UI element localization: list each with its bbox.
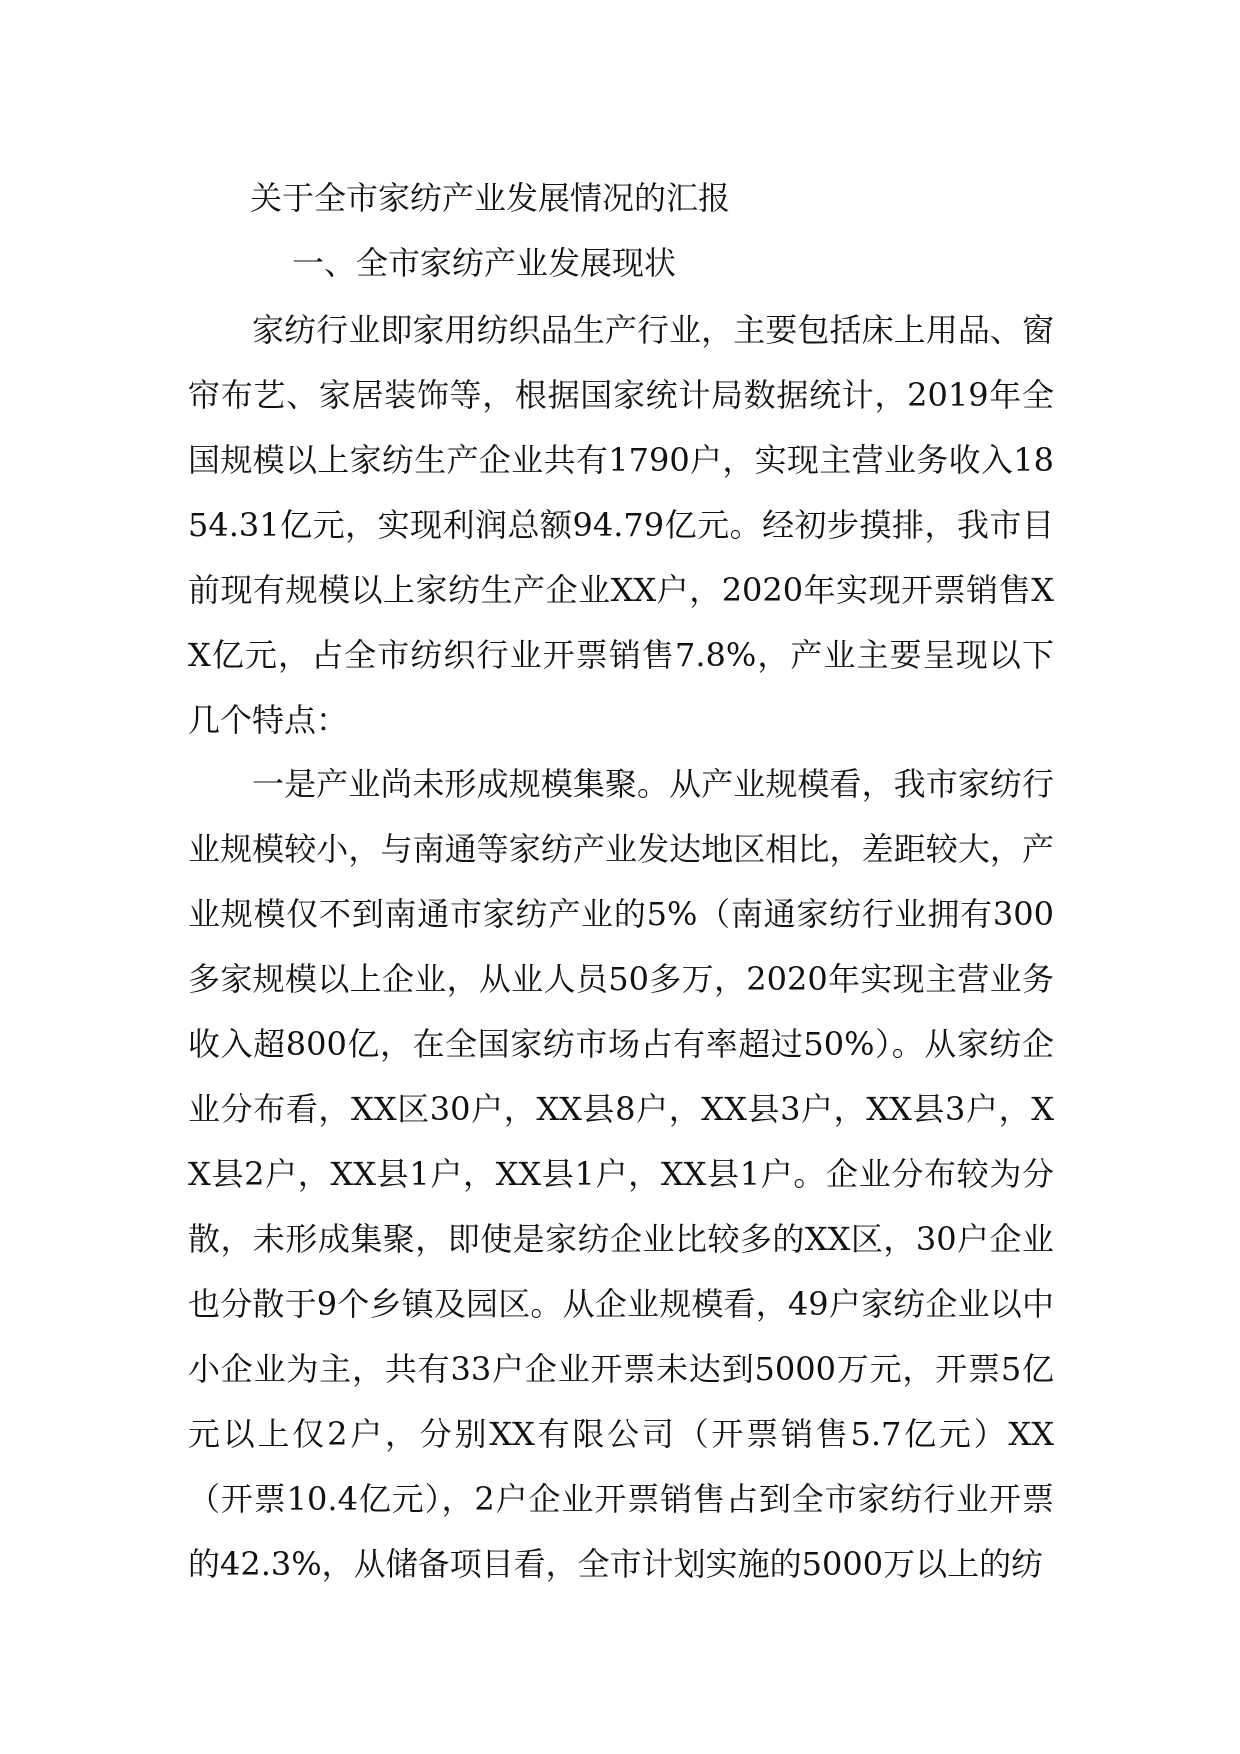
- paragraph-industry-overview: 家纺行业即家用纺织品生产行业，主要包括床上用品、窗帘布艺、家居装饰等，根据国家统计局数据统计，2019年全国规模以上家纺生产企业共有1790户，实现主营业务收入1854.31亿元，实现利润总额94.79亿元。经初步摸排，我市目前现有规模以上家纺生产企业XX户，2020年实现开票销售XX亿元，占全市纺织行业开票销售7.8%，产业主要呈现以下几个特点：: [188, 311, 1054, 739]
- section-heading: 一、全市家纺产业发展现状: [292, 244, 677, 282]
- document-title: 关于全市家纺产业发展情况的汇报: [250, 179, 731, 217]
- paragraph-feature-one: 一是产业尚未形成规模集聚。从产业规模看，我市家纺行业规模较小，与南通等家纺产业发达地区相比，差距较大，产业规模仅不到南通市家纺产业的5%（南通家纺行业拥有300多家规模以上企业，从业人员50多万，2020年实现主营业务收入超800亿，在全国家纺市场占有率超过50%）。从家纺企业分布看，XX区30户，XX县8户，XX县3户，XX县3户，XX县2户，XX县1户，XX县1户，XX县1户。企业分布较为分散，未形成集聚，即使是家纺企业比较多的XX区，30户企业也分散于9个乡镇及园区。从企业规模看，49户家纺企业以中小企业为主，共有33户企业开票未达到5000万元，开票5亿元以上仅2户，分别XX有限公司（开票销售5.7亿元）XX（开票10.4亿元），2户企业开票销售占到全市家纺行业开票的42.3%，从储备项目看，全市计划实施的5000万以上的纺: [188, 765, 1054, 1583]
